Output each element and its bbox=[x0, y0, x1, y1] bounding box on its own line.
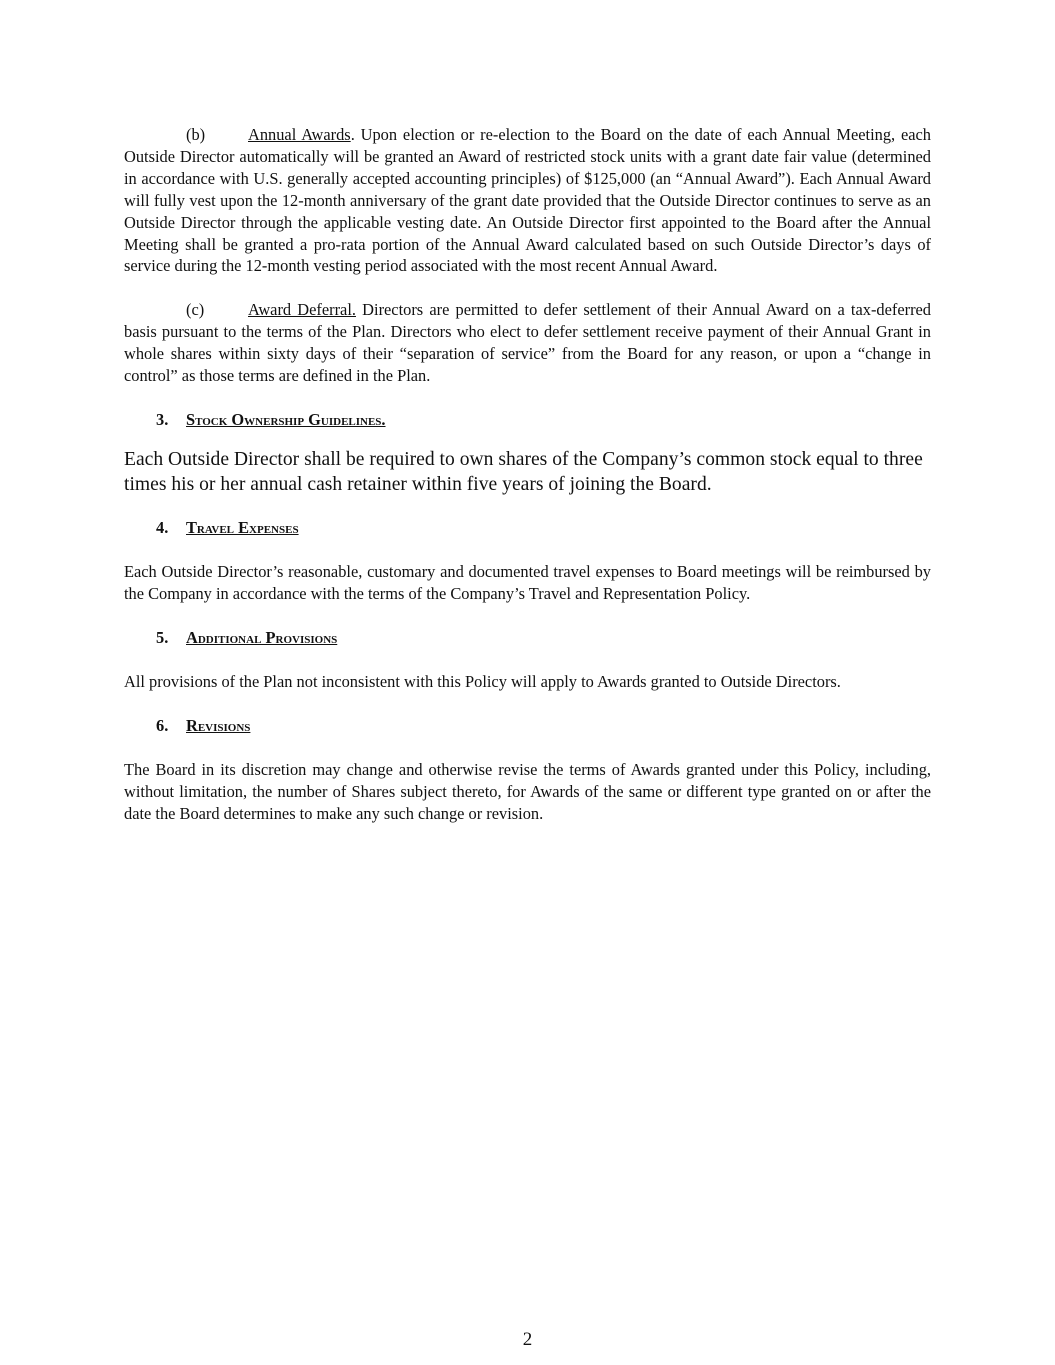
subsection-title: Award Deferral. bbox=[248, 300, 356, 320]
paragraph-body: Directors are permitted to defer settlement of their Annual Award on a tax-deferred basis pursuant to the terms of the Plan. Directors who elect to defer settlement receive payment of their Annual Grant in whole shares within sixty days of their “separation of service” from the Board for any reason, or upon a “change in control” as those terms are defined in the Plan. bbox=[124, 300, 932, 386]
paragraph-award-deferral bbox=[124, 299, 931, 387]
section-number: 3. bbox=[156, 409, 169, 429]
paragraph-additional-provisions: All provisions of the Plan not inconsistent with this Policy will apply to Awards granted to Outside Directors. bbox=[124, 671, 841, 691]
subsection-number: (c) bbox=[186, 300, 205, 320]
paragraph-body: . Upon election or re-election to the Board on the date of each Annual Meeting, each Outside Director automatically will be granted an Award of restricted stock units with a grant date fair value (determined in accordance with U.S. generally accepted accounting principles) of $125,000 (an “Annual Award”). Each Annual Award will fully vest upon the 12-month anniversary of the grant date provided that the Outside Director continues to serve as an Outside Director through the applicable vesting date. An Outside Director first appointed to the Board after the Annual Meeting shall be granted a pro-rata portion of the Annual Award calculated based on such Outside Director’s days of service during the 12-month vesting period associated with the most recent Annual Award. bbox=[124, 125, 932, 276]
section-heading-travel-expenses bbox=[156, 517, 931, 539]
section-title: Travel Expenses bbox=[186, 517, 299, 537]
section-number: 5. bbox=[156, 627, 169, 647]
page-number: 2 bbox=[522, 1329, 533, 1350]
paragraph-travel-expenses: Each Outside Director’s reasonable, customary and documented travel expenses to Board meetings will be reimbursed by the Company in accordance with the terms of the Company’s Travel and Representation Policy. bbox=[124, 561, 931, 603]
section-title: Stock Ownership Guidelines. bbox=[186, 409, 386, 429]
subsection-title: Annual Awards bbox=[248, 125, 351, 144]
paragraph-annual-awards bbox=[124, 124, 931, 277]
section-title: Revisions bbox=[186, 715, 251, 735]
subsection-number: (b) bbox=[186, 125, 206, 144]
section-number: 4. bbox=[156, 517, 169, 537]
section-title: Additional Provisions bbox=[186, 627, 338, 647]
section-heading-revisions bbox=[156, 715, 931, 737]
document-page bbox=[124, 124, 931, 824]
paragraph-stock-ownership: Each Outside Director shall be required to own shares of the Company’s common stock equal to three times his or her annual cash retainer within five years of joining the Board. bbox=[124, 448, 923, 495]
section-heading-additional-provisions bbox=[156, 627, 931, 649]
section-number: 6. bbox=[156, 715, 169, 735]
paragraph-revisions: The Board in its discretion may change and otherwise revise the terms of Awards granted under this Policy, including, without limitation, the number of Shares subject thereto, for Awards of the same or different type granted on or after the date the Board determines to make any such change or revision. bbox=[124, 759, 931, 823]
section-heading-stock-ownership bbox=[156, 409, 931, 431]
